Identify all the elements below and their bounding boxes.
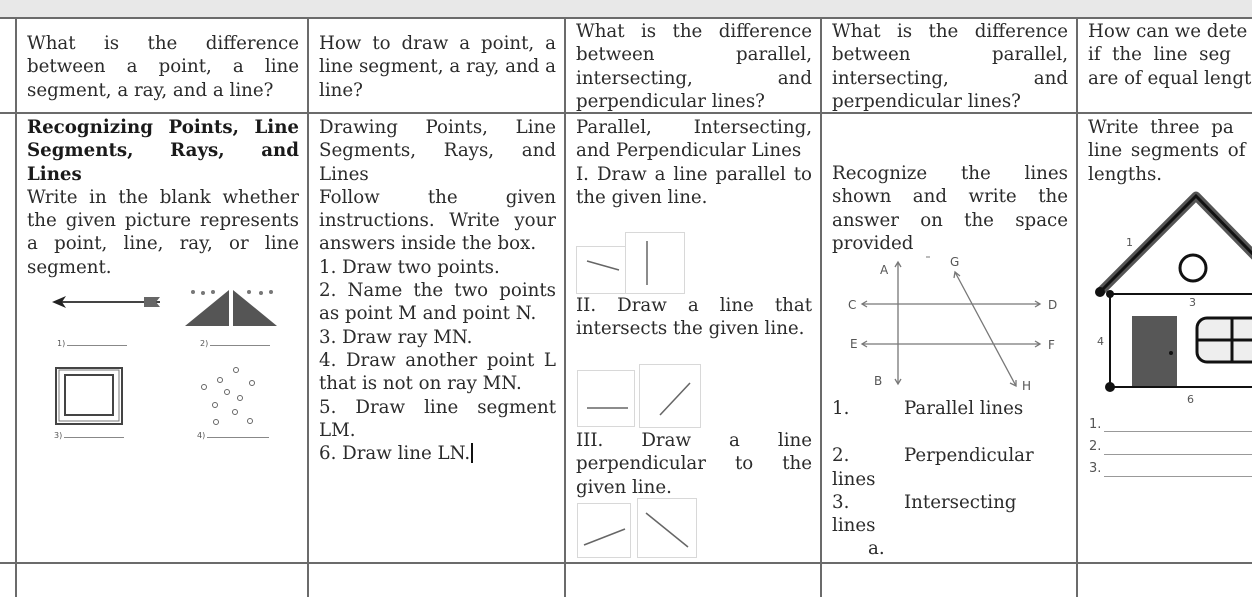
perpendicular-box-2[interactable] [637,498,697,558]
col5-line2: line segments of [1088,140,1246,162]
intersect-box-2[interactable] [639,364,701,428]
col2-instruction: Follow the given instructions. Write your answers inside the box. [319,186,556,255]
sub-item-a: a. [868,538,885,560]
step-6: 6. Draw line LN. [319,443,471,465]
parallel-box-2[interactable] [625,232,685,294]
answer-line-3[interactable] [1104,476,1252,477]
label-C: C [848,298,857,312]
header-col3 [566,20,820,113]
col3-title: Parallel, Intersecting, and Perpendicular Lines [576,117,812,162]
col5-instruction [1088,116,1252,186]
header-text: What is the difference between a point, a line segment, a ray, and a line? [27,33,299,101]
col4-answers [822,397,1076,561]
blank-label-1: 1) [57,339,66,348]
answer-text: Perpendicular [904,445,1034,467]
label-bottom: 6 [1187,393,1194,406]
blank-label-3: 3) [54,431,63,440]
label-B: B [874,374,883,388]
col4-instruction: Recognize the lines shown and write the answer on the space provided [832,163,1068,254]
table-border-col0 [15,18,17,597]
col5-content [1078,116,1252,186]
label-side: 4 [1097,335,1104,348]
header-text: How can we dete if the line seg are of equal lengt [1088,21,1252,89]
blank-label-3: 3. [1089,461,1102,476]
col5-line3: lengths. [1088,163,1163,185]
step-4: 4. Draw another point L that is not on ray MN. [319,349,556,395]
col3-part2-block [566,294,820,341]
answer-cont: lines [832,515,876,537]
step-5: 5. Draw line segment LM. [319,396,556,441]
header-text: What is the difference between parallel, intersecting, and perpendicular lines? [832,21,1068,112]
answer-blank-2[interactable] [210,345,270,346]
col1-content [17,116,307,279]
label-roof: 1 [1126,236,1133,249]
col2-title: Drawing Points, Line Segments, Rays, and Lines [319,117,556,185]
blank-label-1: 1. [1089,417,1102,432]
table-border-row [0,562,1252,564]
col4-content [822,162,1076,255]
header-col2 [309,32,564,102]
col3-part3-block [566,429,820,499]
answer-cont: lines [832,468,876,490]
table-border-col4 [1076,18,1078,597]
col3-part1: I. Draw a line parallel to the given line. [576,163,812,208]
answer-num: 3. [832,491,850,513]
lines-diagram [840,250,1070,400]
top-gray-bar [0,0,1252,18]
step-1: 1. Draw two points. [319,256,500,278]
answer-num: 2. [832,445,850,467]
scattered-dots-icon [198,367,258,427]
answer-1 [832,397,1068,420]
label-A: A [880,263,889,277]
blank-label-2: 2) [200,339,209,348]
label-top: 3 [1189,296,1196,309]
blank-label-2: 2. [1089,439,1102,454]
answer-text: Intersecting [904,491,1017,513]
answer-line-2[interactable] [1104,454,1252,455]
header-col5 [1078,20,1252,90]
perpendicular-box-1[interactable] [577,503,631,558]
header-col4 [822,20,1076,113]
col3-part3: III. Draw a line perpendicular to the given line. [576,430,812,498]
house-diagram [1090,190,1252,410]
picture-frame-icon [55,367,123,425]
col3-part2: II. Draw a line that intersects the given line. [576,295,812,340]
label-G: G [950,255,960,269]
parallel-box-1[interactable] [576,246,626,294]
step-2: 2. Name the two points as point M and point N. [319,280,556,325]
label-D: D [1048,298,1058,312]
step-3: 3. Draw ray MN. [319,326,473,348]
answer-num: 1. [832,398,850,419]
label-H: H [1022,379,1032,393]
label-F: F [1048,338,1055,352]
answer-2 [832,444,1068,467]
header-text: How to draw a point, a line segment, a ray, and a line? [319,33,556,101]
answer-line-1[interactable] [1104,431,1252,432]
table-border-top [0,17,1252,19]
arrow-icon [52,294,164,310]
col5-line1: Write three pa [1088,117,1234,138]
answer-text: Parallel lines [904,398,1024,419]
road-icon [185,288,277,328]
header-col1 [17,32,307,102]
blank-label-4: 4) [197,431,206,440]
col1-title: Recognizing Points, Line Segments, Rays, and Lines [27,117,299,185]
answer-blank-1[interactable] [67,345,127,346]
label-E: E [850,337,858,351]
intersect-box-1[interactable] [577,370,635,427]
col3-content [566,116,820,209]
col1-instruction: Write in the blank whether the given picture represents a point, line, ray, or line segment. [27,186,299,278]
answer-blank-4[interactable] [207,437,269,438]
header-text: What is the difference between parallel, intersecting, and perpendicular lines? [576,21,812,112]
answer-blank-3[interactable] [64,437,124,438]
col2-content [309,116,564,465]
answer-3 [832,491,1068,514]
text-cursor [471,443,473,463]
